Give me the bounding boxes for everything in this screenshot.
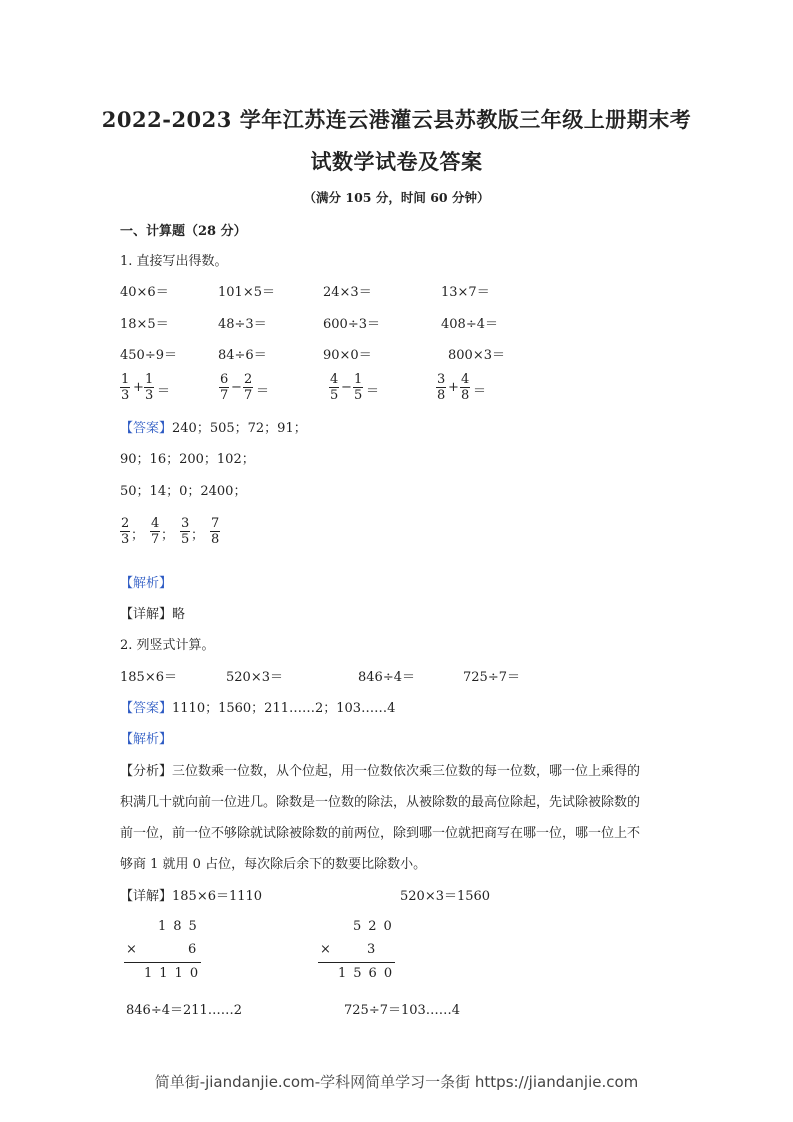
q1-item: 800×3＝ [448, 348, 505, 363]
page-title-line2: 试数学试卷及答案 [310, 149, 483, 174]
vertical-multiplier: 3 [367, 942, 383, 957]
question-2-prompt: 2. 列竖式计算。 [120, 638, 215, 653]
vertical-rule [124, 962, 201, 963]
q1-item: 13×7＝ [441, 285, 490, 300]
operator: − [341, 380, 352, 395]
detail-line [120, 603, 185, 622]
answer-text: 1110；1560；211……2；103……4 [172, 701, 396, 716]
vertical-top-number: 185 [158, 919, 204, 934]
analysis-line [120, 760, 640, 779]
fraction: 4 5 [330, 372, 339, 403]
question-1-prompt: 1. 直接写出得数。 [120, 254, 228, 269]
q1-item: 600÷3＝ [323, 317, 380, 332]
fraction: 4 8 [461, 372, 470, 403]
fraction: 4 7 [151, 516, 160, 547]
detail-line [120, 885, 262, 904]
detail-tag: 【详解】 [120, 889, 173, 904]
fraction: 1 5 [354, 372, 363, 403]
separator: ； [161, 528, 175, 543]
fraction: 6 7 [220, 372, 229, 403]
equals-sign: ＝ [157, 384, 171, 399]
q2-item: 846÷4＝ [358, 670, 415, 685]
equals-sign: ＝ [473, 384, 487, 399]
answer-line: 50；14；0；2400； [120, 484, 247, 499]
detail-text: 略 [172, 607, 186, 622]
analysis-line: 够商 1 就用 0 占位，每次除后余下的数要比除数小。 [120, 857, 427, 872]
vertical-rule [318, 962, 395, 963]
fraction: 1 3 [145, 372, 154, 403]
detail-equation: 185×6＝1110 [172, 889, 263, 904]
fenxi-tag: 【分析】 [120, 764, 173, 779]
equals-sign: ＝ [366, 384, 380, 399]
q1-item: 84÷6＝ [218, 348, 267, 363]
q1-item: 450÷9＝ [120, 348, 177, 363]
separator: ； [191, 528, 205, 543]
detail-equation: 520×3＝1560 [400, 889, 491, 904]
fraction: 2 3 [121, 516, 130, 547]
q1-item: 90×0＝ [323, 348, 372, 363]
analysis-line: 积满几十就向前一位进几。除数是一位数的除法，从被除数的最高位除起，先试除被除数的 [120, 795, 641, 810]
section-title: 一、计算题（28 分） [120, 224, 247, 239]
vertical-multiplier: 6 [188, 942, 204, 957]
vertical-top-number: 520 [353, 919, 399, 934]
answer-tag: 【答案】 [120, 701, 173, 716]
q1-item: 24×3＝ [323, 285, 372, 300]
q2-item: 185×6＝ [120, 670, 177, 685]
q2-item: 725÷7＝ [463, 670, 520, 685]
q2-item: 520×3＝ [226, 670, 283, 685]
q1-item: 408÷4＝ [441, 317, 498, 332]
analysis-line: 前一位，前一位不够除就试除被除数的前两位，除到哪一位就把商写在哪一位，哪一位上不 [120, 826, 641, 841]
detail-equation: 725÷7＝103……4 [344, 1003, 461, 1018]
multiply-sign: × [126, 942, 137, 957]
detail-tag: 【详解】 [120, 607, 173, 622]
answer-line: 90；16；200；102； [120, 452, 255, 467]
fraction: 3 8 [437, 372, 446, 403]
analysis-tag: 【解析】 [120, 576, 173, 591]
answer-text: 240；505；72；91； [172, 421, 307, 436]
fraction: 2 7 [244, 372, 253, 403]
separator: ； [131, 528, 145, 543]
answer-line [120, 697, 395, 716]
fraction: 3 5 [181, 516, 190, 547]
analysis-tag: 【解析】 [120, 732, 173, 747]
operator: + [448, 380, 459, 395]
q1-item: 48÷3＝ [218, 317, 267, 332]
analysis-text: 三位数乘一位数，从个位起，用一位数依次乘三位数的每一位数，哪一位上乘得的 [172, 764, 641, 779]
page-footer: 简单街-jiandanjie.com-学科网简单学习一条街 https://jiandanjie.com [154, 1073, 639, 1091]
operator: − [231, 380, 242, 395]
vertical-result: 1110 [144, 966, 206, 981]
answer-line [120, 417, 307, 436]
fraction: 1 3 [121, 372, 130, 403]
fraction: 7 8 [211, 516, 220, 547]
operator: + [133, 380, 144, 395]
multiply-sign: × [320, 942, 331, 957]
page-title-line1: 2022-2023 学年江苏连云港灌云县苏教版三年级上册期末考 [101, 107, 692, 132]
page-subtitle: （满分 105 分，时间 60 分钟） [303, 190, 490, 205]
answer-tag: 【答案】 [120, 421, 173, 436]
vertical-result: 1560 [338, 966, 400, 981]
detail-equation: 846÷4＝211……2 [126, 1003, 243, 1018]
q1-item: 18×5＝ [120, 317, 169, 332]
q1-item: 101×5＝ [218, 285, 275, 300]
q1-item: 40×6＝ [120, 285, 169, 300]
equals-sign: ＝ [256, 384, 270, 399]
